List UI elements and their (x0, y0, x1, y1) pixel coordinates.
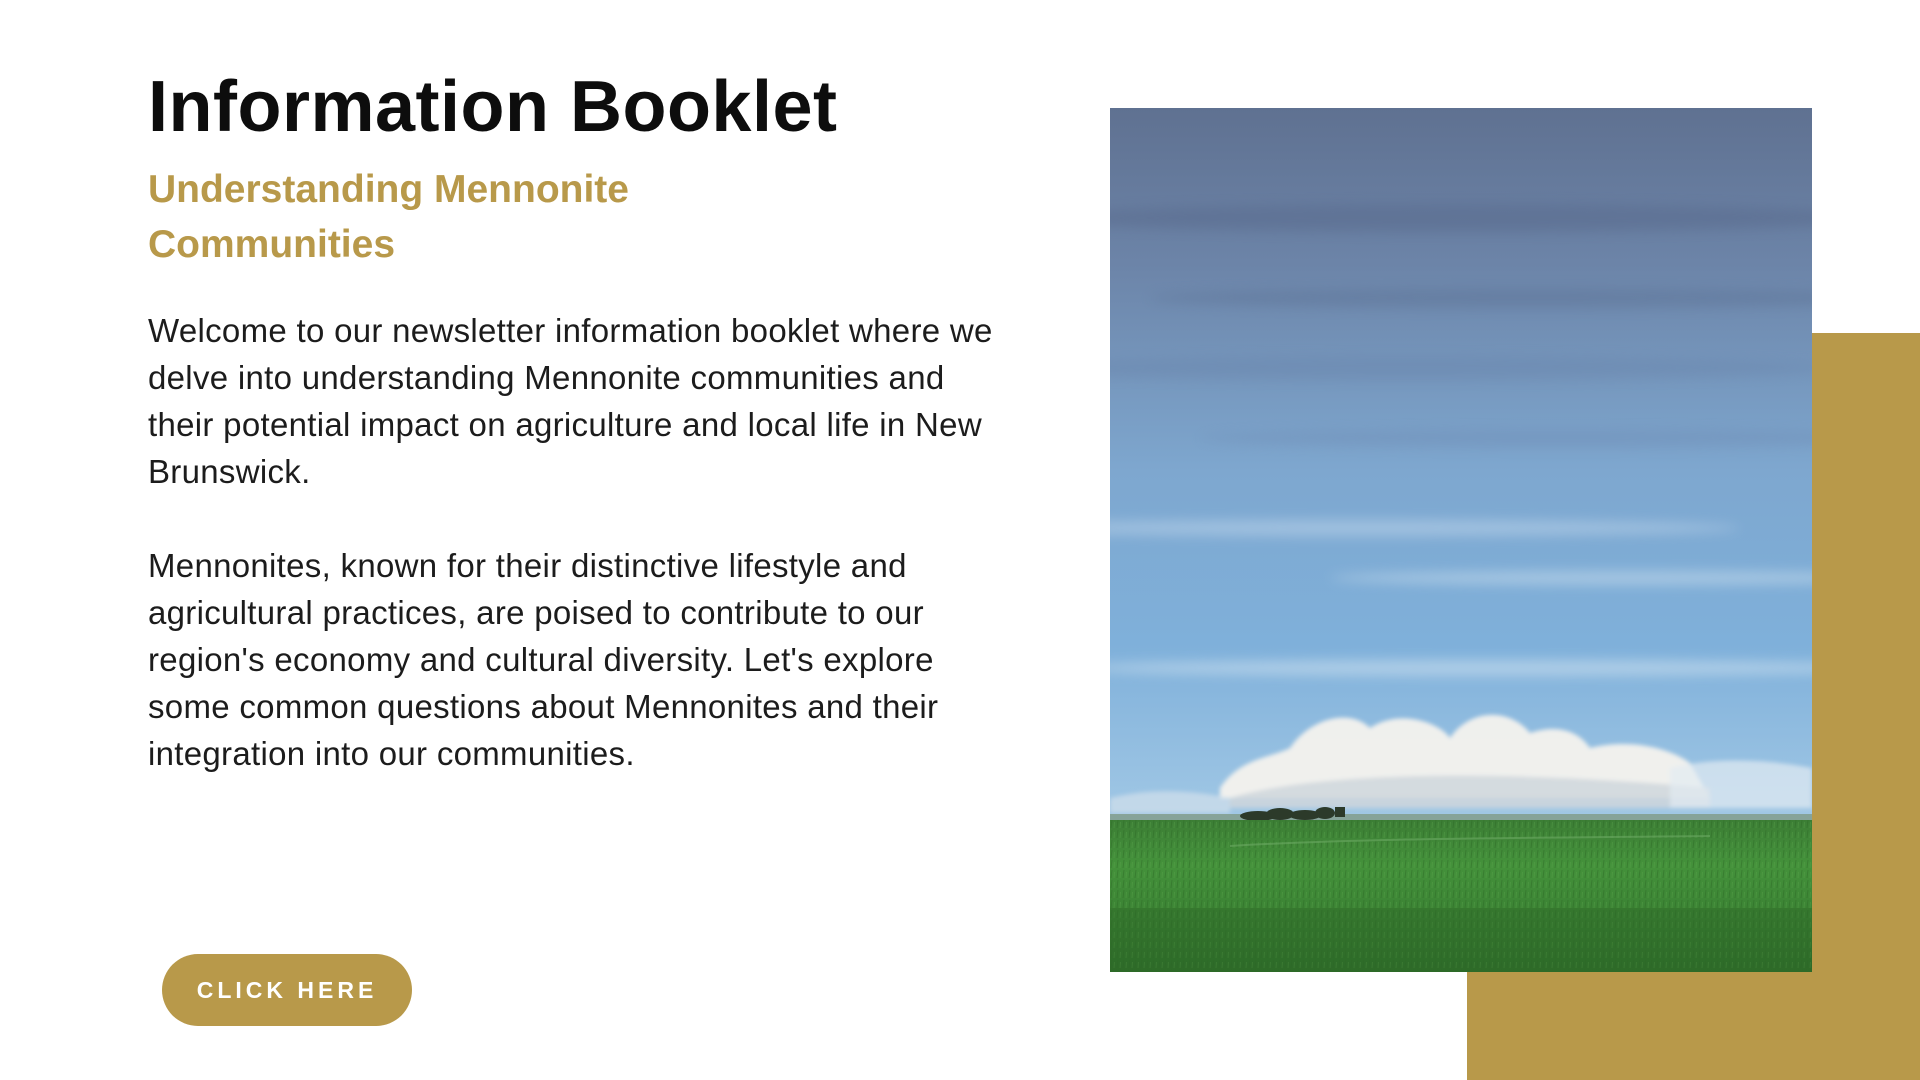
decorative-gold-block-right (1812, 333, 1920, 1080)
landscape-photo (1110, 108, 1812, 972)
page-subtitle: Understanding Mennonite Communities (148, 168, 629, 266)
page-title: Information Booklet (148, 67, 838, 147)
click-here-button[interactable]: CLICK HERE (162, 954, 412, 1026)
decorative-gold-block-bottom (1467, 972, 1920, 1080)
intro-paragraph: Welcome to our newsletter information booklet where we delve into understanding Mennonite communities and their potential impact on agriculture and local life in New Brunswick. (148, 312, 993, 490)
detail-paragraph: Mennonites, known for their distinctive lifestyle and agricultural practices, are poised to contribute to our region's economy and cultural diversity. Let's explore some common questions about Mennonites and their integration into our communities. (148, 547, 939, 772)
